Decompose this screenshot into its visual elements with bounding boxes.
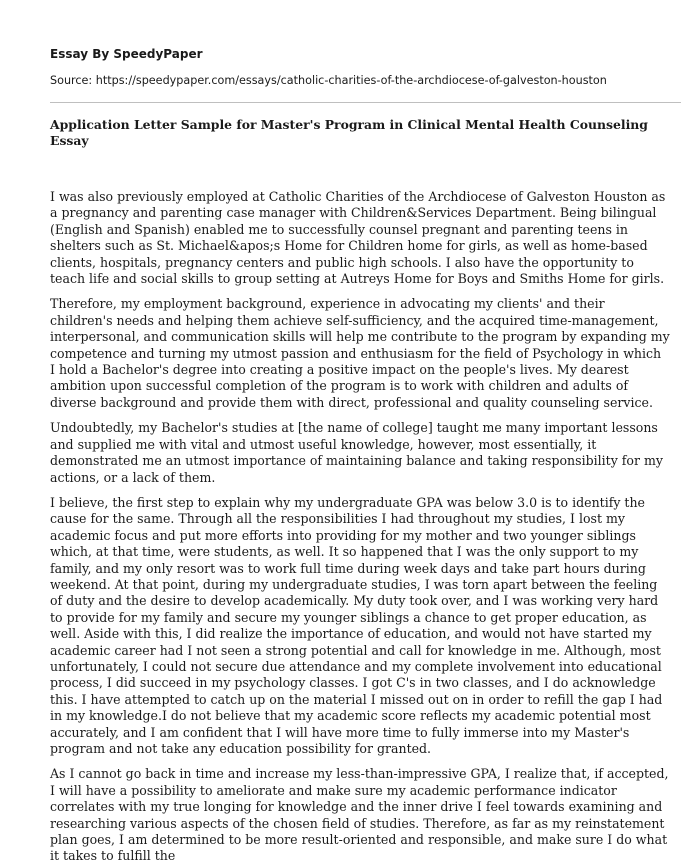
essay-body bbox=[50, 189, 678, 865]
essay-paragraph: I believe, the first step to explain why my undergraduate GPA was below 3.0 is to identify the cause for the same. Through all the responsibilities I had throughout my studies, I lost my academic focus and put more efforts into providing for my mother and two younger siblings which, at that time, were students, as well. It so happened that I was the only support to my family, and my only resort was to work full time during week days and take part hours during weekend. At that point, during my undergraduate studies, I was torn apart between the feeling of duty and the desire to develop academically. My duty took over, and I was working very hard to provide for my family and secure my younger siblings a chance to get proper education, as well. Aside with this, I did realize the importance of education, and would not have started my academic career had I not seen a strong potential and call for knowledge in me. Although, most unfortunately, I could not secure due attendance and my complete involvement into educational process, I did succeed in my psychology classes. I got C's in two classes, and I do acknowledge this. I have attempted to catch up on the material I missed out on in order to refill the gap I had in my knowledge.I do not believe that my academic score reflects my academic potential most accurately, and I am confident that I will have more time to fully immerse into my Master's program and not take any education possibility for granted. bbox=[50, 494, 663, 756]
essay-paragraph: Undoubtedly, my Bachelor's studies at [the name of college] taught me many important lessons and supplied me with vital and utmost useful knowledge, however, most essentially, it demonstrated me an utmost importance of maintaining balance and taking responsibility for my actions, or a lack of them. bbox=[50, 420, 663, 485]
header-divider bbox=[50, 102, 681, 103]
source-line bbox=[50, 73, 678, 88]
essay-title: Application Letter Sample for Master's Program in Clinical Mental Health Counseling Essay bbox=[50, 117, 648, 148]
essay-paragraph: I was also previously employed at Catholic Charities of the Archdiocese of Galveston Houston as a pregnancy and parenting case manager with Children&Services Department. Being bilingual (English and Spanish) enabled me to successfully counsel pregnant and parenting teens in shelters such as St. Michael&apos;s Home for Children home for girls, as well as home-based clients, hospitals, pregnancy centers and public high schools. I also have the opportunity to teach life and social skills to group setting at Autreys Home for Boys and Smiths Home for girls. bbox=[50, 189, 666, 287]
source-url: https://speedypaper.com/essays/catholic-charities-of-the-archdiocese-of-galveston-houston bbox=[95, 74, 607, 87]
source-label: Source: bbox=[50, 74, 93, 87]
document-header bbox=[50, 46, 678, 88]
essay-paragraph: As I cannot go back in time and increase my less-than-impressive GPA, I realize that, if accepted, I will have a possibility to ameliorate and make sure my academic performance indicator correlates with my true longing for knowledge and the inner drive I feel towards examining and researching various aspects of the chosen field of studies. Therefore, as far as my reinstatement plan goes, I am determined to be more result-oriented and responsible, and make sure I do what it takes to fulfill the bbox=[50, 766, 669, 864]
essay-paragraph: Therefore, my employment background, experience in advocating my clients' and their children's needs and helping them achieve self-sufficiency, and the acquired time-management, interpersonal, and communication skills will help me contribute to the program by expanding my competence and turning my utmost passion and enthusiasm for the field of Psychology in which I hold a Bachelor's degree into creating a positive impact on the people's lives. My dearest ambition upon successful completion of the program is to work with children and adults of diverse background and provide them with direct, professional and quality counseling service. bbox=[50, 296, 670, 410]
brand-title: Essay By SpeedyPaper bbox=[50, 47, 203, 61]
